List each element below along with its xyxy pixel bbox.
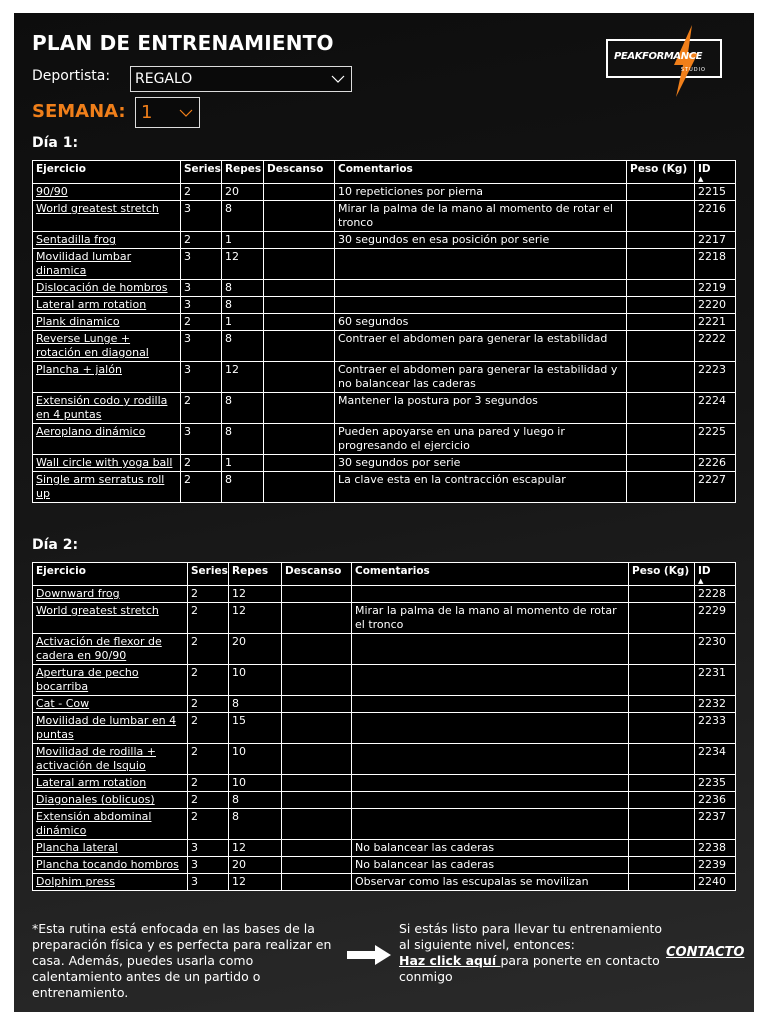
cell-weight xyxy=(627,314,695,331)
column-header-series[interactable] xyxy=(188,563,229,586)
cell-exercise[interactable]: Lateral arm rotation xyxy=(33,297,181,314)
cell-reps: 8 xyxy=(222,297,264,314)
cell-exercise[interactable]: Downward frog xyxy=(33,586,188,603)
contact-link[interactable]: CONTACTO xyxy=(666,945,745,960)
cell-reps: 8 xyxy=(222,280,264,297)
cell-id: 2218 xyxy=(695,249,736,280)
cell-comments xyxy=(352,744,629,775)
cell-comments: 10 repeticiones por pierna xyxy=(335,184,627,201)
column-header-label: Ejercicio xyxy=(36,163,86,175)
day-1-title: Día 1: xyxy=(32,135,79,151)
column-header-series[interactable] xyxy=(181,161,222,184)
cell-exercise[interactable]: Movilidad de lumbar en 4 puntas xyxy=(33,713,188,744)
column-header-reps[interactable] xyxy=(229,563,282,586)
cell-comments: No balancear las caderas xyxy=(352,857,629,874)
cell-weight xyxy=(627,455,695,472)
column-header-label: Descanso xyxy=(267,163,324,175)
table-row xyxy=(33,634,736,665)
column-header-label: Peso (Kg) xyxy=(630,163,688,175)
chevron-down-icon xyxy=(179,106,193,120)
cell-rest xyxy=(282,809,352,840)
cell-weight xyxy=(627,362,695,393)
cell-reps: 20 xyxy=(229,857,282,874)
cell-id: 2240 xyxy=(695,874,736,891)
cell-weight xyxy=(627,232,695,249)
cell-id: 2232 xyxy=(695,696,736,713)
cell-rest xyxy=(282,775,352,792)
cell-id: 2239 xyxy=(695,857,736,874)
column-header-exercise[interactable] xyxy=(33,563,188,586)
table-row xyxy=(33,809,736,840)
table-row xyxy=(33,857,736,874)
page-title: PLAN DE ENTRENAMIENTO xyxy=(32,31,334,55)
cell-reps: 12 xyxy=(229,874,282,891)
cell-comments xyxy=(335,280,627,297)
column-header-label: Repes xyxy=(225,163,262,175)
cell-id: 2236 xyxy=(695,792,736,809)
cell-reps: 8 xyxy=(229,792,282,809)
column-header-exercise[interactable] xyxy=(33,161,181,184)
column-header-label: Series xyxy=(184,163,221,175)
cell-exercise[interactable]: Dolphim press xyxy=(33,874,188,891)
cell-id: 2216 xyxy=(695,201,736,232)
column-header-comments[interactable] xyxy=(335,161,627,184)
cell-comments: Mantener la postura por 3 segundos xyxy=(335,393,627,424)
cell-rest xyxy=(282,857,352,874)
cell-comments: Contraer el abdomen para generar la estabilidad xyxy=(335,331,627,362)
cell-id: 2221 xyxy=(695,314,736,331)
cell-series: 2 xyxy=(181,314,222,331)
cell-weight xyxy=(629,874,695,891)
cell-weight xyxy=(627,472,695,503)
peakformance-logo xyxy=(606,39,722,78)
cell-series: 2 xyxy=(188,586,229,603)
athlete-select[interactable] xyxy=(130,66,352,92)
table-row xyxy=(33,314,736,331)
table-row xyxy=(33,744,736,775)
cell-reps: 12 xyxy=(222,362,264,393)
cell-comments: 30 segundos por serie xyxy=(335,455,627,472)
cell-exercise[interactable]: Cat - Cow xyxy=(33,696,188,713)
cell-series: 2 xyxy=(181,393,222,424)
cell-reps: 20 xyxy=(222,184,264,201)
cell-reps: 8 xyxy=(229,696,282,713)
cell-series: 2 xyxy=(188,696,229,713)
cell-series: 3 xyxy=(188,857,229,874)
cell-rest xyxy=(282,713,352,744)
cell-weight xyxy=(627,249,695,280)
cell-series: 3 xyxy=(181,201,222,232)
cell-exercise[interactable]: Plancha lateral xyxy=(33,840,188,857)
cell-reps: 10 xyxy=(229,744,282,775)
cell-id: 2225 xyxy=(695,424,736,455)
table-row xyxy=(33,472,736,503)
cell-exercise[interactable]: Plancha + jalón xyxy=(33,362,181,393)
cell-weight xyxy=(627,331,695,362)
cell-exercise[interactable]: Extensión abdominal dinámico xyxy=(33,809,188,840)
cell-exercise[interactable]: Movilidad de rodilla + activación de Isquio xyxy=(33,744,188,775)
cell-comments xyxy=(352,792,629,809)
cell-weight xyxy=(629,696,695,713)
cell-rest xyxy=(264,424,335,455)
cta-rest: para ponerte en contacto conmigo xyxy=(399,953,660,984)
cta-text xyxy=(399,921,664,985)
cell-reps: 1 xyxy=(222,314,264,331)
cell-exercise[interactable]: Plancha tocando hombros xyxy=(33,857,188,874)
table-row xyxy=(33,586,736,603)
cell-reps: 15 xyxy=(229,713,282,744)
cell-series: 2 xyxy=(181,232,222,249)
cell-rest xyxy=(282,840,352,857)
cell-comments: Mirar la palma de la mano al momento de rotar el tronco xyxy=(352,603,629,634)
cell-weight xyxy=(629,775,695,792)
cell-series: 2 xyxy=(188,792,229,809)
cell-exercise[interactable]: Movilidad lumbar dinamica xyxy=(33,249,181,280)
cell-rest xyxy=(264,232,335,249)
logo-text: PEAKFORMANCE xyxy=(614,51,703,62)
cell-id: 2224 xyxy=(695,393,736,424)
table-row xyxy=(33,362,736,393)
cell-rest xyxy=(264,184,335,201)
table-row xyxy=(33,201,736,232)
cell-rest xyxy=(264,280,335,297)
cell-rest xyxy=(264,362,335,393)
cell-rest xyxy=(282,792,352,809)
sort-ascending-icon: ▲ xyxy=(698,175,704,183)
table-row xyxy=(33,331,736,362)
cell-id: 2234 xyxy=(695,744,736,775)
cell-series: 2 xyxy=(188,665,229,696)
cell-series: 2 xyxy=(188,713,229,744)
cell-rest xyxy=(282,744,352,775)
cell-series: 2 xyxy=(181,455,222,472)
cell-exercise[interactable]: Plank dinamico xyxy=(33,314,181,331)
cell-reps: 8 xyxy=(222,393,264,424)
column-header-weight[interactable] xyxy=(627,161,695,184)
cell-rest xyxy=(282,586,352,603)
column-header-label: Peso (Kg) xyxy=(632,565,690,577)
column-header-label: Ejercicio xyxy=(36,565,86,577)
cell-exercise[interactable]: Diagonales (oblicuos) xyxy=(33,792,188,809)
cell-series: 3 xyxy=(181,297,222,314)
cell-id: 2223 xyxy=(695,362,736,393)
cell-weight xyxy=(627,184,695,201)
cell-series: 2 xyxy=(188,744,229,775)
cell-rest xyxy=(264,393,335,424)
cell-id: 2222 xyxy=(695,331,736,362)
cell-series: 2 xyxy=(181,472,222,503)
cell-weight xyxy=(627,393,695,424)
cell-rest xyxy=(282,696,352,713)
cell-series: 2 xyxy=(181,184,222,201)
cell-rest xyxy=(282,874,352,891)
cell-series: 2 xyxy=(188,603,229,634)
cell-weight xyxy=(629,857,695,874)
cell-series: 3 xyxy=(181,362,222,393)
cell-exercise[interactable]: Activación de flexor de cadera en 90/90 xyxy=(33,634,188,665)
cell-comments xyxy=(352,713,629,744)
logo-subtext: STUDIO xyxy=(680,67,706,73)
cell-reps: 1 xyxy=(222,232,264,249)
cell-id: 2233 xyxy=(695,713,736,744)
table-row xyxy=(33,696,736,713)
cell-id: 2238 xyxy=(695,840,736,857)
table-row xyxy=(33,424,736,455)
cta-intro: Si estás listo para llevar tu entrenamiento al siguiente nivel, entonces: xyxy=(399,921,663,952)
cta-link[interactable]: Haz click aquí xyxy=(399,953,501,968)
cell-id: 2217 xyxy=(695,232,736,249)
cell-rest xyxy=(264,201,335,232)
cell-exercise[interactable]: Aeroplano dinámico xyxy=(33,424,181,455)
chevron-down-icon xyxy=(331,72,345,86)
cell-comments: Mirar la palma de la mano al momento de rotar el tronco xyxy=(335,201,627,232)
cell-comments: Pueden apoyarse en una pared y luego ir progresando el ejercicio xyxy=(335,424,627,455)
column-header-label: ID xyxy=(698,565,711,577)
cell-reps: 10 xyxy=(229,665,282,696)
cell-id: 2219 xyxy=(695,280,736,297)
table-row xyxy=(33,232,736,249)
cell-comments xyxy=(352,696,629,713)
column-header-comments[interactable] xyxy=(352,563,629,586)
cell-weight xyxy=(629,603,695,634)
table-row xyxy=(33,280,736,297)
column-header-id[interactable] xyxy=(695,161,736,184)
cell-rest xyxy=(264,297,335,314)
cell-comments xyxy=(352,809,629,840)
cell-exercise[interactable]: 90/90 xyxy=(33,184,181,201)
cell-rest xyxy=(282,634,352,665)
column-header-weight[interactable] xyxy=(629,563,695,586)
cell-reps: 8 xyxy=(222,201,264,232)
table-row xyxy=(33,455,736,472)
cell-id: 2227 xyxy=(695,472,736,503)
cell-comments: 60 segundos xyxy=(335,314,627,331)
cell-exercise[interactable]: World greatest stretch xyxy=(33,201,181,232)
column-header-label: Descanso xyxy=(285,565,342,577)
table-row xyxy=(33,665,736,696)
cell-weight xyxy=(629,744,695,775)
cell-series: 3 xyxy=(181,331,222,362)
table-row xyxy=(33,840,736,857)
cell-exercise[interactable]: Reverse Lunge + rotación en diagonal xyxy=(33,331,181,362)
cell-weight xyxy=(627,201,695,232)
cell-rest xyxy=(264,331,335,362)
column-header-label: Repes xyxy=(232,565,269,577)
cell-exercise[interactable]: Wall circle with yoga ball xyxy=(33,455,181,472)
cell-rest xyxy=(282,603,352,634)
cell-series: 2 xyxy=(188,634,229,665)
column-header-label: Comentarios xyxy=(355,565,430,577)
cell-comments: Contraer el abdomen para generar la estabilidad y no balancear las caderas xyxy=(335,362,627,393)
cell-rest xyxy=(282,665,352,696)
cell-id: 2220 xyxy=(695,297,736,314)
day-2-exercise-table xyxy=(32,562,736,891)
athlete-label: Deportista: xyxy=(32,68,111,84)
cell-series: 3 xyxy=(188,874,229,891)
routine-note: *Esta rutina está enfocada en las bases de la preparación física y es perfecta para realizar en casa. Además, puedes usarla como calentamiento antes de un partido o entrenamiento. xyxy=(32,921,332,1000)
cell-reps: 12 xyxy=(229,840,282,857)
cell-weight xyxy=(629,809,695,840)
cell-id: 2230 xyxy=(695,634,736,665)
table-row xyxy=(33,775,736,792)
cell-weight xyxy=(629,840,695,857)
day-2-title: Día 2: xyxy=(32,537,79,553)
cell-reps: 20 xyxy=(229,634,282,665)
column-header-label: ID xyxy=(698,163,711,175)
cell-exercise[interactable]: Dislocación de hombros xyxy=(33,280,181,297)
cell-comments xyxy=(352,775,629,792)
cell-rest xyxy=(264,472,335,503)
cell-series: 3 xyxy=(181,280,222,297)
cell-series: 2 xyxy=(188,809,229,840)
cell-exercise[interactable]: World greatest stretch xyxy=(33,603,188,634)
cell-exercise[interactable]: Lateral arm rotation xyxy=(33,775,188,792)
cell-comments: La clave esta en la contracción escapular xyxy=(335,472,627,503)
cell-comments: No balancear las caderas xyxy=(352,840,629,857)
column-header-reps[interactable] xyxy=(222,161,264,184)
cell-reps: 12 xyxy=(222,249,264,280)
cell-exercise[interactable]: Single arm serratus roll up xyxy=(33,472,181,503)
week-select[interactable] xyxy=(135,97,200,128)
cell-exercise[interactable]: Extensión codo y rodilla en 4 puntas xyxy=(33,393,181,424)
cell-reps: 10 xyxy=(229,775,282,792)
cell-weight xyxy=(629,665,695,696)
cell-weight xyxy=(629,792,695,809)
cell-id: 2215 xyxy=(695,184,736,201)
cell-reps: 8 xyxy=(222,472,264,503)
cell-series: 3 xyxy=(188,840,229,857)
cell-comments: 30 segundos en esa posición por serie xyxy=(335,232,627,249)
cell-comments: Observar como las escupalas se movilizan xyxy=(352,874,629,891)
table-row xyxy=(33,184,736,201)
cell-weight xyxy=(629,586,695,603)
table-row xyxy=(33,792,736,809)
cell-comments xyxy=(352,634,629,665)
cell-reps: 12 xyxy=(229,586,282,603)
column-header-rest[interactable] xyxy=(264,161,335,184)
column-header-rest[interactable] xyxy=(282,563,352,586)
table-row xyxy=(33,393,736,424)
table-row xyxy=(33,297,736,314)
table-row xyxy=(33,713,736,744)
cell-reps: 8 xyxy=(229,809,282,840)
column-header-label: Comentarios xyxy=(338,163,413,175)
cell-exercise[interactable]: Sentadilla frog xyxy=(33,232,181,249)
cell-weight xyxy=(629,634,695,665)
cell-reps: 12 xyxy=(229,603,282,634)
cell-id: 2226 xyxy=(695,455,736,472)
cell-weight xyxy=(629,713,695,744)
training-plan-panel xyxy=(14,13,754,1012)
column-header-label: Series xyxy=(191,565,228,577)
cell-comments xyxy=(335,297,627,314)
cell-rest xyxy=(264,314,335,331)
athlete-select-value: REGALO xyxy=(135,71,193,87)
cell-weight xyxy=(627,297,695,314)
week-label: SEMANA: xyxy=(32,101,126,122)
cell-reps: 8 xyxy=(222,331,264,362)
cell-id: 2229 xyxy=(695,603,736,634)
arrow-right-icon xyxy=(347,945,391,965)
cell-comments xyxy=(352,665,629,696)
cell-id: 2235 xyxy=(695,775,736,792)
cell-reps: 1 xyxy=(222,455,264,472)
column-header-id[interactable] xyxy=(695,563,736,586)
sort-ascending-icon: ▲ xyxy=(698,577,704,585)
cell-id: 2231 xyxy=(695,665,736,696)
table-row xyxy=(33,874,736,891)
cell-rest xyxy=(264,455,335,472)
day-1-exercise-table xyxy=(32,160,736,503)
cell-weight xyxy=(627,280,695,297)
table-row xyxy=(33,249,736,280)
table-row xyxy=(33,603,736,634)
cell-comments xyxy=(335,249,627,280)
cell-series: 2 xyxy=(188,775,229,792)
cell-weight xyxy=(627,424,695,455)
cell-rest xyxy=(264,249,335,280)
cell-id: 2237 xyxy=(695,809,736,840)
cell-series: 3 xyxy=(181,249,222,280)
cell-exercise[interactable]: Apertura de pecho bocarriba xyxy=(33,665,188,696)
cell-series: 3 xyxy=(181,424,222,455)
cell-reps: 8 xyxy=(222,424,264,455)
cell-comments xyxy=(352,586,629,603)
cell-id: 2228 xyxy=(695,586,736,603)
week-select-value: 1 xyxy=(141,102,153,123)
